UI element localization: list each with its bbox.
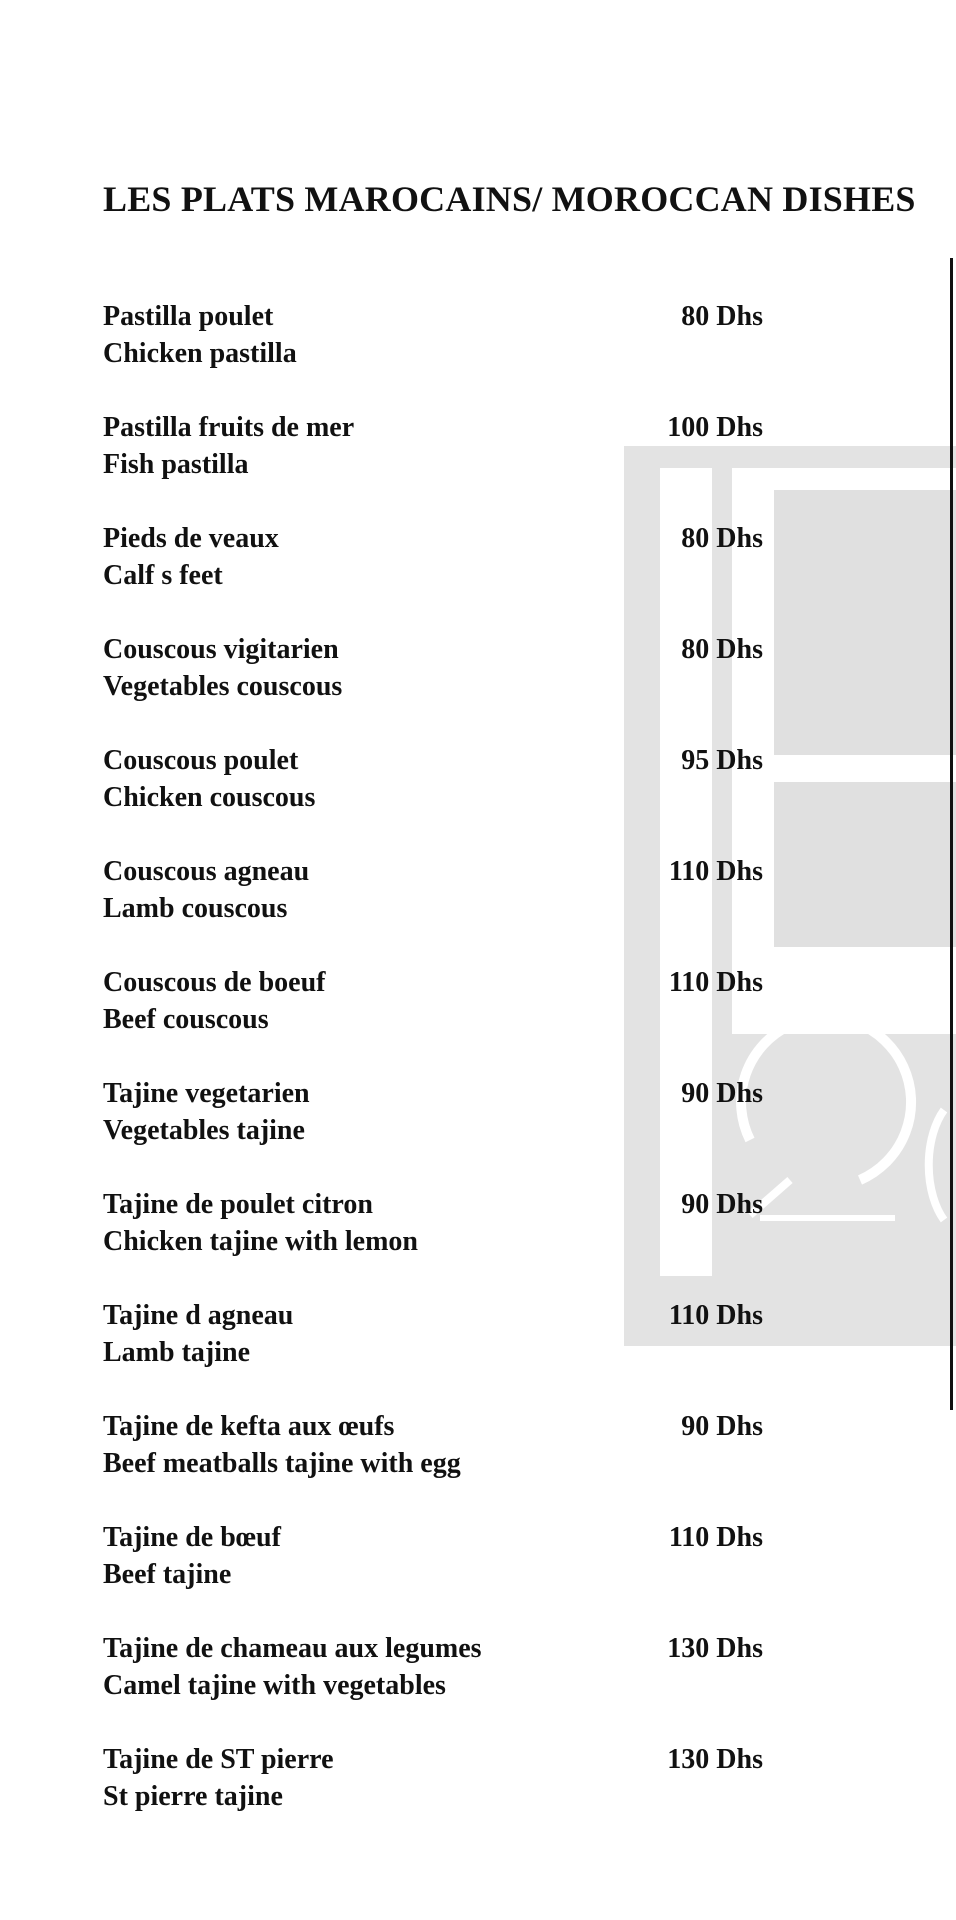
item-price: 100 Dhs [667, 412, 763, 443]
menu-item [103, 1075, 793, 1155]
item-name-en: Beef couscous [103, 1004, 269, 1035]
menu-item [103, 631, 793, 711]
item-name-en: Camel tajine with vegetables [103, 1670, 446, 1701]
item-name-en: Beef meatballs tajine with egg [103, 1448, 461, 1479]
item-name-fr: Tajine de bœuf [103, 1522, 281, 1553]
item-name-en: Calf s feet [103, 560, 223, 591]
item-price: 80 Dhs [681, 634, 763, 665]
item-name-en: Beef tajine [103, 1559, 232, 1590]
menu-item [103, 853, 793, 933]
item-name-en: Lamb tajine [103, 1337, 250, 1368]
item-name-fr: Tajine de chameau aux legumes [103, 1633, 482, 1664]
item-name-fr: Tajine de kefta aux œufs [103, 1411, 395, 1442]
item-price: 110 Dhs [668, 1522, 763, 1553]
item-name-fr: Couscous vigitarien [103, 634, 339, 665]
item-name-en: Vegetables tajine [103, 1115, 305, 1146]
item-price: 110 Dhs [668, 1300, 763, 1331]
item-name-fr: Pieds de veaux [103, 523, 279, 554]
item-name-en: Chicken pastilla [103, 338, 297, 369]
item-name-fr: Tajine vegetarien [103, 1078, 310, 1109]
item-price: 80 Dhs [681, 301, 763, 332]
item-price: 130 Dhs [667, 1633, 763, 1664]
item-price: 110 Dhs [668, 856, 763, 887]
item-name-fr: Tajine d agneau [103, 1300, 294, 1331]
menu-item [103, 1297, 793, 1377]
item-price: 130 Dhs [667, 1744, 763, 1775]
item-price: 90 Dhs [681, 1411, 763, 1442]
item-price: 80 Dhs [681, 523, 763, 554]
menu-item [103, 1186, 793, 1266]
menu-item [103, 964, 793, 1044]
item-name-en: Fish pastilla [103, 449, 249, 480]
item-price: 110 Dhs [668, 967, 763, 998]
item-name-en: Chicken couscous [103, 782, 316, 813]
item-name-fr: Tajine de poulet citron [103, 1189, 373, 1220]
item-name-fr: Couscous poulet [103, 745, 299, 776]
menu-item [103, 409, 793, 489]
menu-item [103, 298, 793, 378]
item-name-en: Chicken tajine with lemon [103, 1226, 418, 1257]
item-name-fr: Pastilla poulet [103, 301, 274, 332]
item-name-fr: Tajine de ST pierre [103, 1744, 334, 1775]
menu-title: LES PLATS MAROCAINS/ MOROCCAN DISHES [103, 179, 916, 219]
item-name-en: Lamb couscous [103, 893, 288, 924]
item-price: 90 Dhs [681, 1078, 763, 1109]
item-name-fr: Pastilla fruits de mer [103, 412, 355, 443]
menu-item [103, 520, 793, 600]
menu-item [103, 1741, 793, 1821]
menu-item [103, 1630, 793, 1710]
item-name-fr: Couscous de boeuf [103, 967, 326, 998]
item-name-fr: Couscous agneau [103, 856, 310, 887]
menu-item [103, 742, 793, 822]
item-name-en: Vegetables couscous [103, 671, 343, 702]
item-price: 90 Dhs [681, 1189, 763, 1220]
menu-item [103, 1519, 793, 1599]
item-price: 95 Dhs [681, 745, 763, 776]
item-name-en: St pierre tajine [103, 1781, 283, 1812]
menu-item [103, 1408, 793, 1488]
